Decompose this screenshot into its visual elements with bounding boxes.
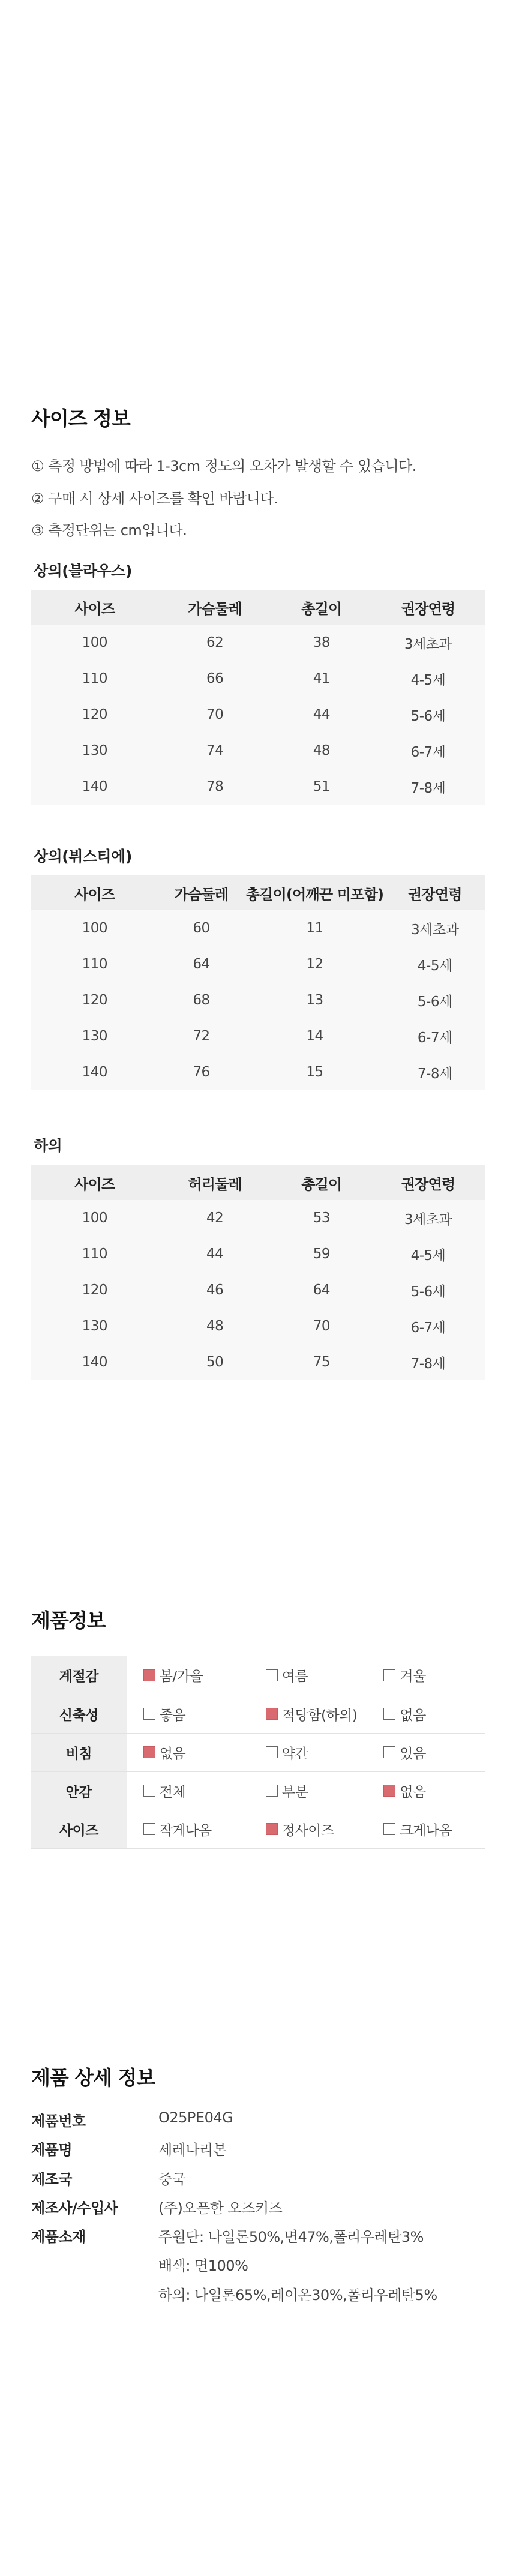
cell: 64 [193,956,210,972]
info-option [249,1743,308,1762]
table-row [31,910,485,946]
cell: 120 [82,707,108,722]
info-option-label: 작게나옴 [159,1822,212,1839]
table-header-row [31,875,485,910]
unchecked-box-icon [266,1669,278,1681]
cell: 76 [193,1064,210,1080]
table-row [31,1344,485,1380]
cell: 3세초과 [411,922,459,938]
cell: 110 [82,1246,108,1262]
info-option [367,1781,425,1801]
size-note-2: ② 구매 시 상세 사이즈를 확인 바랍니다. [31,490,278,507]
table-row [31,1272,485,1308]
cell: 51 [313,779,330,794]
unchecked-box-icon [383,1746,395,1758]
cell: 12 [306,956,323,972]
cell: 74 [206,743,224,758]
info-option-cell [127,1695,249,1733]
checked-box-icon [266,1708,278,1720]
info-option-cell [249,1810,367,1848]
header-age: 권장연령 [371,590,485,625]
cell: 3세초과 [404,1211,452,1228]
info-category-label: 비침 [31,1733,127,1771]
detail-value: 주원단: 나일론50%,면47%,폴리우레탄3% [158,2229,424,2245]
table-row [31,982,485,1018]
unchecked-box-icon [266,1785,278,1797]
cell: 42 [206,1210,224,1226]
unchecked-box-icon [383,1708,395,1720]
detail-key: 제품소재 [31,2229,86,2245]
info-option-cell [367,1810,485,1848]
cell: 100 [82,920,108,936]
unchecked-box-icon [266,1746,278,1758]
table-title-bottoms: 하의 [34,1137,62,1154]
cell: 59 [313,1246,330,1262]
header-length: 총길이(어깨끈 미포함) [244,875,385,910]
info-option-cell [127,1733,249,1771]
cell: 48 [206,1318,224,1334]
unchecked-box-icon [383,1823,395,1835]
cell: 41 [313,671,330,686]
table-title-bustier: 상의(뷔스티에) [34,848,132,865]
detail-key: 제조사/수입사 [31,2200,118,2217]
cell: 50 [206,1354,224,1370]
info-option-cell [127,1810,249,1848]
info-row [31,1733,485,1771]
table-title-blouse: 상의(블라우스) [34,562,132,580]
info-option [367,1743,425,1762]
info-option-cell [249,1771,367,1810]
detail-value: 중국 [158,2171,186,2188]
info-option [127,1743,185,1762]
cell: 130 [82,743,108,758]
cell: 6-7세 [417,1030,452,1046]
header-size: 사이즈 [31,1165,158,1200]
unchecked-box-icon [383,1669,395,1681]
detail-value: (주)오픈한 오즈키즈 [158,2200,283,2217]
checked-box-icon [266,1823,278,1835]
checked-box-icon [383,1785,395,1797]
info-option-cell [367,1733,485,1771]
cell: 68 [193,992,210,1008]
cell: 140 [82,1064,108,1080]
cell: 7-8세 [410,780,446,796]
cell: 130 [82,1028,108,1044]
cell: 4-5세 [410,672,446,688]
cell: 38 [313,635,330,650]
info-option-cell [367,1771,485,1810]
detail-value: 세레나리본 [158,2142,227,2158]
product-info-title: 제품정보 [31,1609,106,1632]
info-option-cell [367,1656,485,1695]
info-row [31,1771,485,1810]
header-age: 권장연령 [385,875,485,910]
cell: 4-5세 [417,958,452,974]
table-row [31,769,485,805]
size-note-1: ① 측정 방법에 따라 1-3cm 정도의 오차가 발생할 수 있습니다. [31,458,416,475]
cell: 4-5세 [410,1247,446,1264]
header-size: 사이즈 [31,590,158,625]
detail-key: 제조국 [31,2171,73,2188]
cell: 14 [306,1028,323,1044]
info-row [31,1810,485,1848]
info-option [249,1704,358,1724]
table-header-row [31,590,485,625]
info-option-cell [367,1695,485,1733]
size-table-bottoms [31,1165,485,1380]
table-row [31,661,485,697]
info-option [249,1819,334,1839]
unchecked-box-icon [143,1708,155,1720]
info-option-label: 겨울 [400,1669,426,1685]
detail-key: 제품명 [31,2142,73,2158]
cell: 140 [82,779,108,794]
info-option-cell [249,1656,367,1695]
cell: 7-8세 [417,1066,452,1082]
cell: 100 [82,1210,108,1226]
cell: 62 [206,635,224,650]
info-option-label: 있음 [400,1746,426,1762]
info-option [367,1665,425,1685]
cell: 46 [206,1282,224,1298]
cell: 5-6세 [410,708,446,724]
cell: 100 [82,635,108,650]
checked-box-icon [143,1746,155,1758]
info-option-label: 없음 [400,1784,426,1800]
info-option-label: 여름 [281,1669,308,1685]
info-option [127,1819,212,1839]
cell: 48 [313,743,330,758]
header-size: 사이즈 [31,875,158,910]
info-option-label: 없음 [159,1746,186,1762]
size-note-3: ③ 측정단위는 cm입니다. [31,522,187,539]
header-age: 권장연령 [371,1165,485,1200]
table-row [31,1018,485,1054]
table-row [31,1308,485,1344]
cell: 6-7세 [410,744,446,760]
info-option-label: 정사이즈 [281,1822,334,1839]
info-option [249,1781,308,1801]
cell: 11 [306,920,323,936]
header-length: 총길이 [272,1165,371,1200]
product-detail-title: 제품 상세 정보 [31,2066,155,2089]
info-option-label: 봄/가을 [159,1669,203,1685]
cell: 72 [193,1028,210,1044]
table-header-row [31,1165,485,1200]
info-option-label: 크게나옴 [400,1822,452,1839]
size-info-title: 사이즈 정보 [31,407,130,430]
info-option-label: 전체 [159,1784,186,1800]
cell: 110 [82,956,108,972]
cell: 75 [313,1354,330,1370]
cell: 78 [206,779,224,794]
info-category-label: 신축성 [31,1695,127,1733]
info-option [367,1819,452,1839]
info-option-cell [127,1656,249,1695]
cell: 44 [313,707,330,722]
info-option [127,1665,203,1685]
detail-value: 하의: 나일론65%,레이온30%,폴리우레탄5% [158,2287,437,2304]
cell: 53 [313,1210,330,1226]
header-chest: 가슴둘레 [158,590,272,625]
cell: 70 [313,1318,330,1334]
table-row [31,1054,485,1090]
info-option-label: 적당함(하의) [281,1707,358,1723]
cell: 70 [206,707,224,722]
unchecked-box-icon [143,1823,155,1835]
info-option [127,1781,185,1801]
info-option [249,1665,308,1685]
info-option-label: 좋음 [159,1707,186,1723]
info-option [367,1704,425,1724]
info-option-label: 약간 [281,1746,308,1762]
cell: 120 [82,992,108,1008]
detail-value: O25PE04G [158,2109,233,2126]
info-option-label: 부분 [281,1784,308,1800]
cell: 140 [82,1354,108,1370]
table-row [31,1236,485,1272]
checked-box-icon [143,1669,155,1681]
cell: 110 [82,671,108,686]
product-info-table [31,1656,485,1849]
unchecked-box-icon [143,1785,155,1797]
header-waist: 허리둘레 [158,1165,272,1200]
cell: 44 [206,1246,224,1262]
cell: 15 [306,1064,323,1080]
header-length: 총길이 [272,590,371,625]
info-option-cell [249,1695,367,1733]
detail-value: 배색: 면100% [158,2257,248,2274]
size-table-bustier [31,875,485,1090]
size-table-blouse [31,590,485,805]
cell: 13 [306,992,323,1008]
info-option-label: 없음 [400,1707,426,1723]
cell: 5-6세 [410,1283,446,1300]
cell: 60 [193,920,210,936]
table-row [31,733,485,769]
table-row [31,946,485,982]
info-row [31,1695,485,1733]
cell: 5-6세 [417,994,452,1010]
cell: 120 [82,1282,108,1298]
header-chest: 가슴둘레 [158,875,245,910]
cell: 130 [82,1318,108,1334]
table-row [31,625,485,661]
info-category-label: 계절감 [31,1656,127,1695]
info-option [127,1704,185,1724]
cell: 3세초과 [404,636,452,652]
table-row [31,697,485,733]
cell: 64 [313,1282,330,1298]
info-category-label: 안감 [31,1771,127,1810]
info-option-cell [127,1771,249,1810]
detail-key: 제품번호 [31,2113,86,2130]
cell: 66 [206,671,224,686]
info-row [31,1656,485,1695]
table-row [31,1200,485,1236]
info-option-cell [249,1733,367,1771]
cell: 7-8세 [410,1356,446,1372]
cell: 6-7세 [410,1320,446,1336]
info-category-label: 사이즈 [31,1810,127,1848]
